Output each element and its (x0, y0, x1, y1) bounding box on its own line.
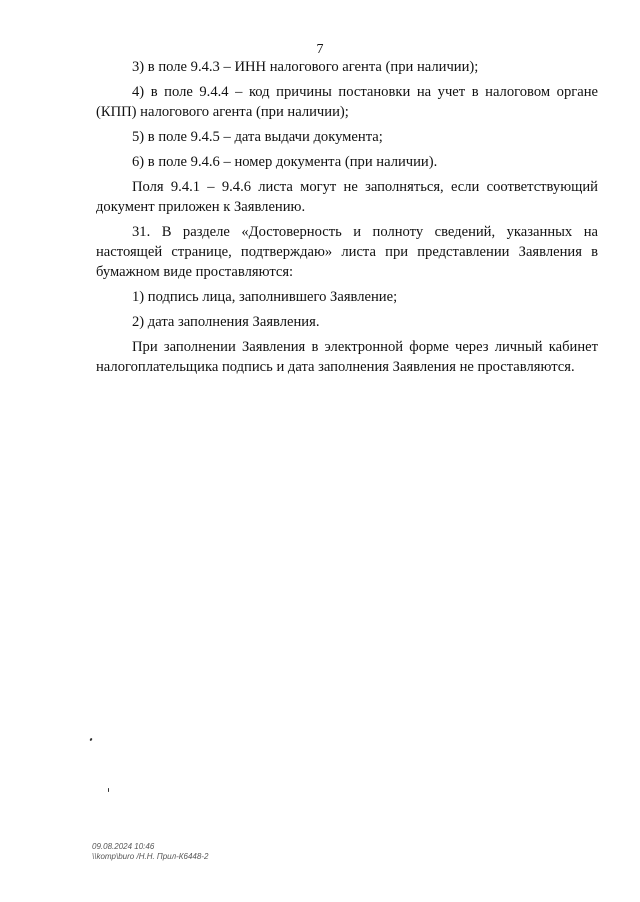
footer-doc-ref: \\komp\buro /Н.Н. Прил-К6448-2 (92, 852, 209, 861)
scan-speck (89, 738, 92, 742)
paragraph-section-31: 31. В разделе «Достоверность и полноту сведений, указанных на настоящей странице, подтверждаю» листа при представлении Заявления в бумажном виде проставляются: (96, 224, 598, 280)
paragraph-date-item: 2) дата заполнения Заявления. (132, 314, 320, 330)
paragraph-item-3: 3) в поле 9.4.3 – ИНН налогового агента (при наличии); (132, 59, 479, 75)
paragraph-item-4: 4) в поле 9.4.4 – код причины постановки на учет в налоговом органе (КПП) налогового агента (при наличии); (96, 84, 598, 120)
paragraph-signature-item: 1) подпись лица, заполнившего Заявление; (132, 289, 398, 305)
footer-timestamp: 09.08.2024 10:46 (92, 842, 155, 851)
page-number: 7 (316, 42, 324, 57)
paragraph-item-6: 6) в поле 9.4.6 – номер документа (при наличии). (132, 154, 438, 170)
paragraph-electronic-note: При заполнении Заявления в электронной форме через личный кабинет налогоплательщика подпись и дата заполнения Заявления не проставляются. (96, 339, 598, 375)
scan-speck (108, 788, 109, 792)
paragraph-fields-note: Поля 9.4.1 – 9.4.6 листа могут не заполняться, если соответствующий документ приложен к Заявлению. (96, 179, 598, 215)
paragraph-item-5: 5) в поле 9.4.5 – дата выдачи документа; (132, 129, 383, 145)
footer-stamp (92, 842, 208, 862)
document-body (96, 57, 598, 382)
